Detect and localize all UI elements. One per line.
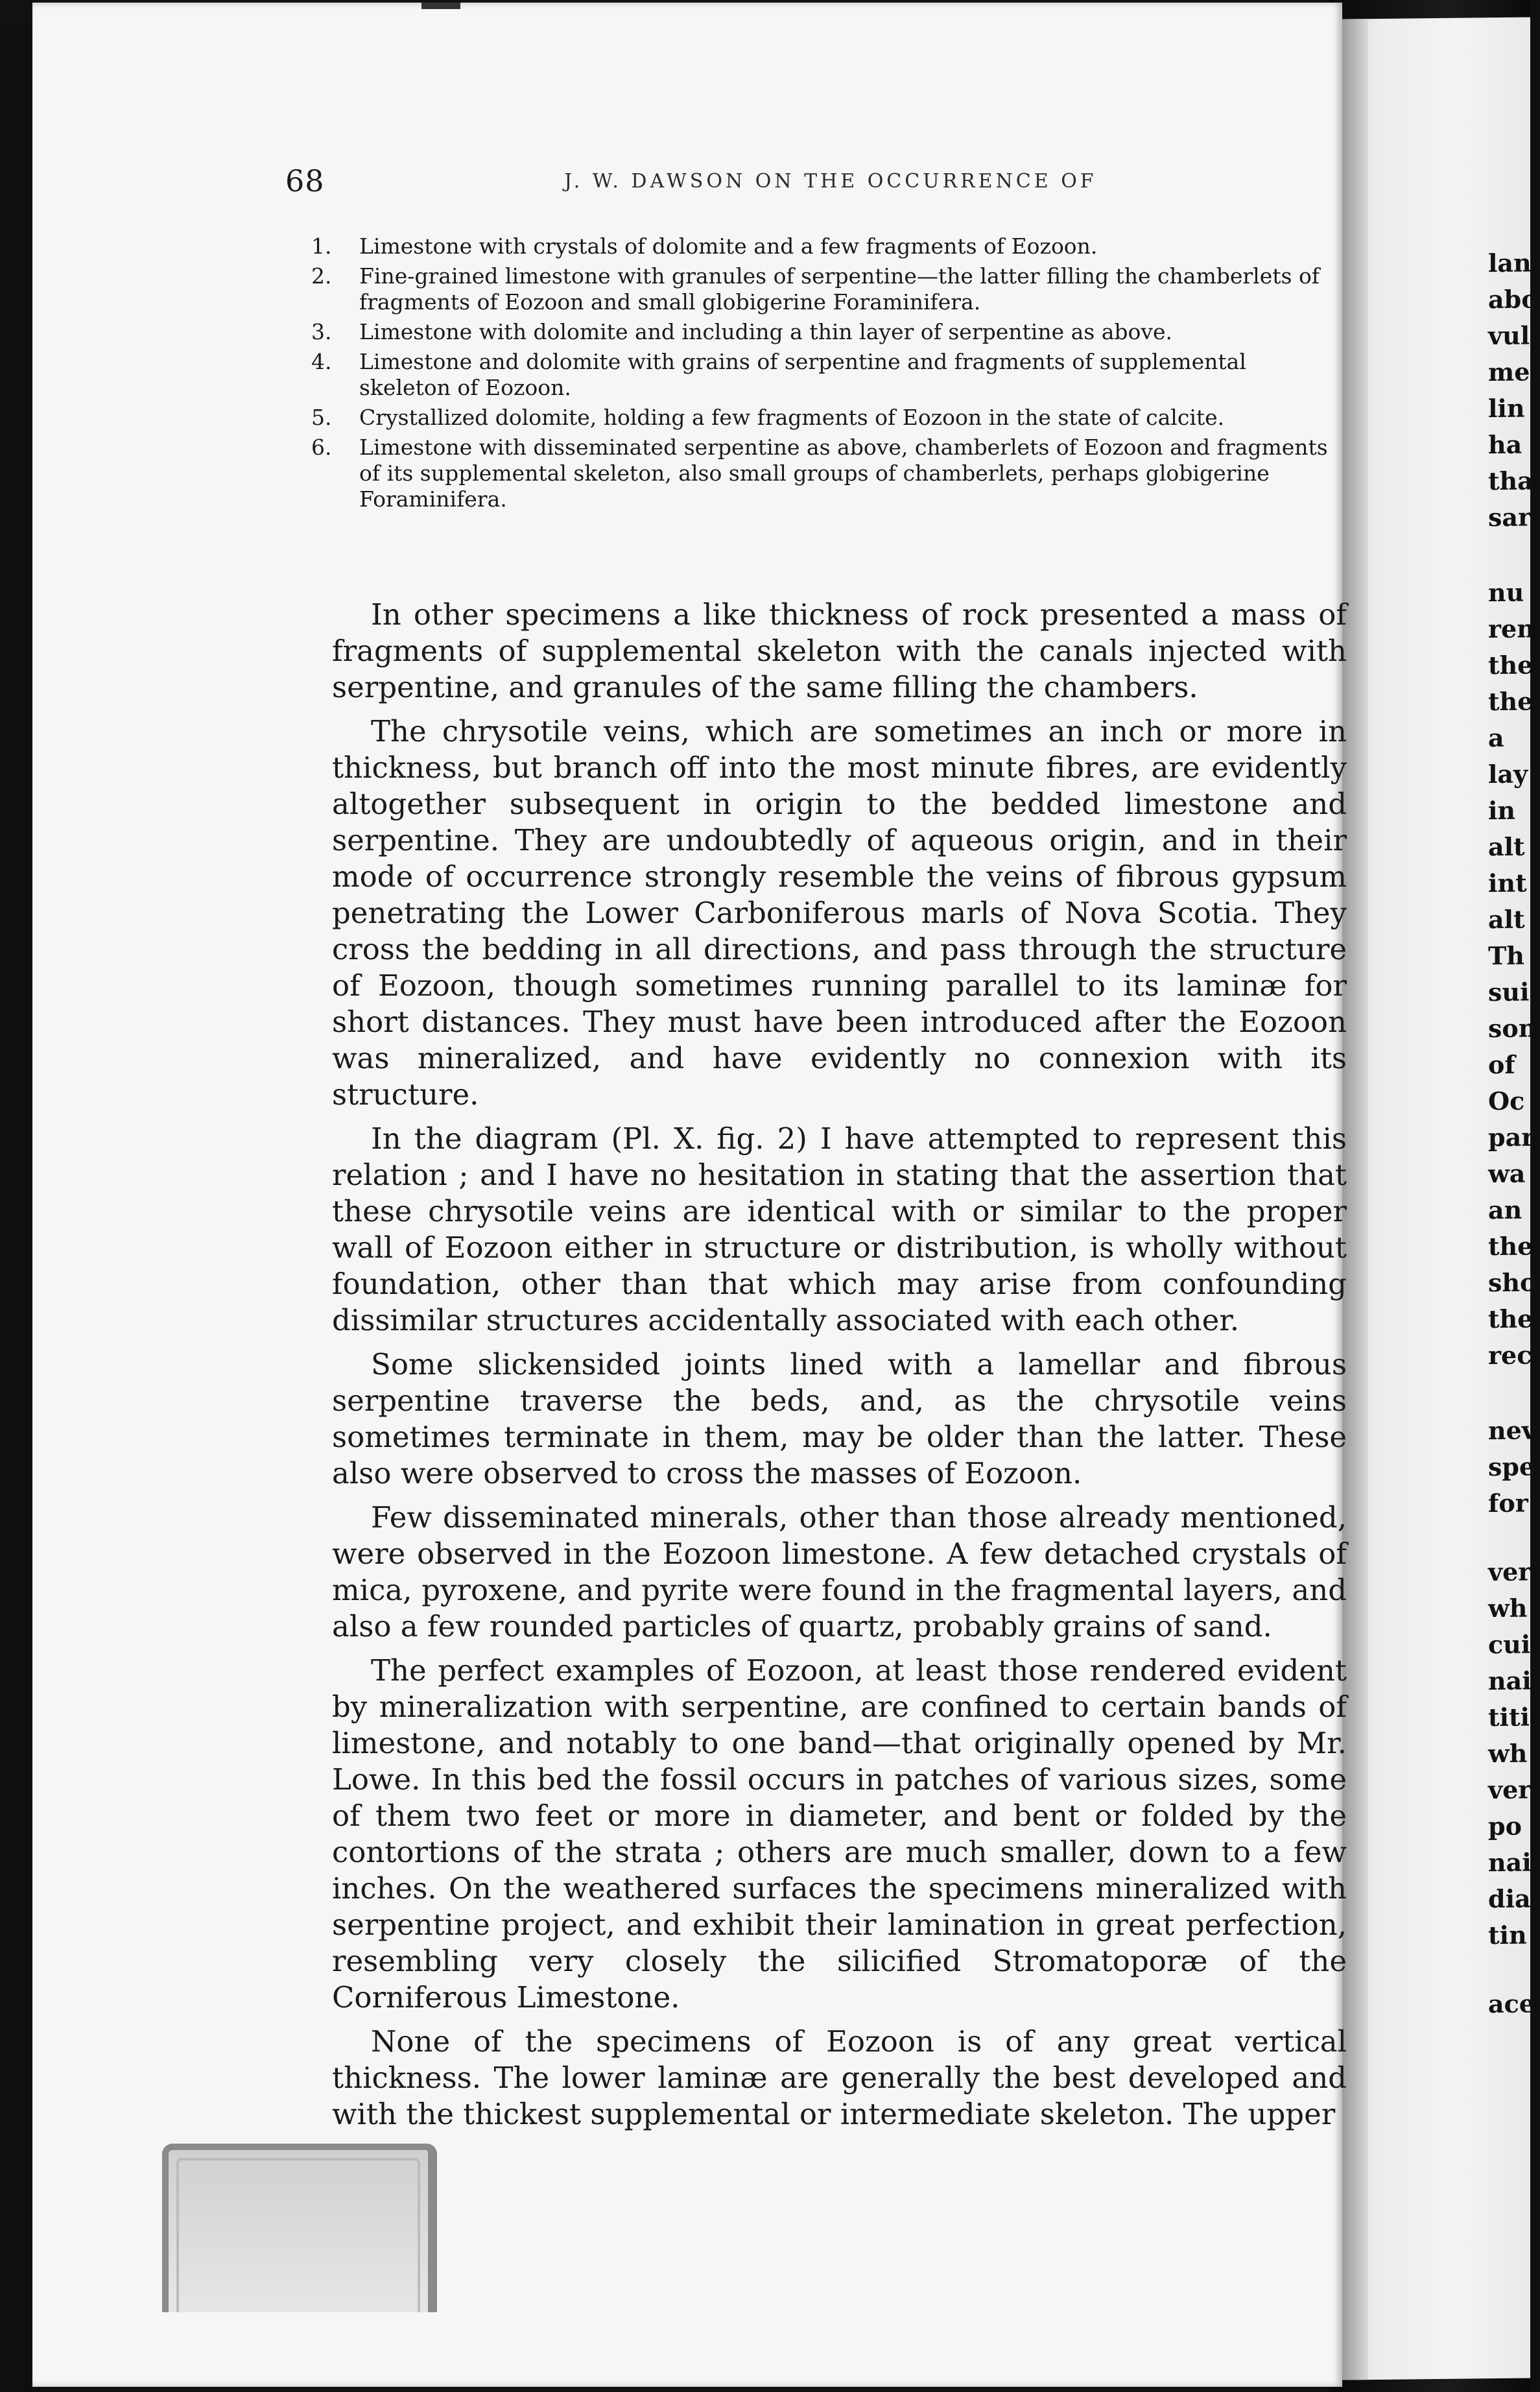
facing-page-word: abo (1488, 284, 1538, 315)
list-item (311, 349, 1336, 401)
facing-page-word: son (1488, 1013, 1537, 1044)
facing-page-word: ver (1488, 1775, 1532, 1805)
list-number: 3. (311, 319, 332, 344)
facing-page-word: sho (1488, 1267, 1537, 1298)
facing-page-word: sui (1488, 977, 1530, 1007)
facing-page-word: nev (1488, 1415, 1536, 1446)
facing-page-word: alt (1488, 831, 1525, 862)
paragraph: None of the specimens of Eozoon is of any great vertical thickness. The lower laminæ are generally the best developed and with the thickest supplemental or intermediate skeleton. The upper (332, 2024, 1347, 2131)
paragraph: The chrysotile veins, which are sometimes an inch or more in thickness, but branch off into the most minute fibres, are evidently altogether subsequent in origin to the bedded limestone and serpentine. They are undoubtedly of aqueous origin, and in their mode of occurrence strongly resemble the veins of fibrous gypsum penetrating the Lower Carboniferous marls of Nova Scotia. They cross the bedding in all directions, and pass through the structure of Eozoon, though sometimes running parallel to its laminæ for short distances. They must have been introduced after the Eozoon was mineralized, and have evidently no connexion with its structure. (332, 714, 1347, 1112)
page-number: 68 (285, 163, 325, 198)
specimen-list (311, 233, 1336, 516)
list-number: 4. (311, 349, 332, 374)
list-number: 5. (311, 405, 332, 430)
facing-page-word: for (1488, 1488, 1528, 1518)
paragraph: Some slickensided joints lined with a lamellar and fibrous serpentine traverse the beds, and, as the chrysotile veins sometimes terminate in them, may be older than the latter. These also were observed to cross the masses of Eozoon. (332, 1347, 1347, 1490)
facing-page-edge (1342, 17, 1538, 2380)
facing-page-word: ha (1488, 429, 1522, 460)
facing-page-word: spe (1488, 1452, 1535, 1482)
list-number: 1. (311, 233, 332, 259)
facing-page-word: wh (1488, 1593, 1528, 1623)
list-item (311, 319, 1336, 345)
facing-page-word: dia (1488, 1884, 1531, 1914)
facing-page-text (1488, 248, 1540, 2019)
scan-smudge (421, 3, 460, 9)
facing-page-word: of (1488, 1049, 1515, 1080)
facing-page-word: lay (1488, 759, 1528, 789)
facing-page-word: nai (1488, 1666, 1532, 1696)
list-item (311, 405, 1336, 431)
facing-page-word: lan (1488, 248, 1532, 278)
facing-page-word: the (1488, 1304, 1534, 1334)
facing-page-word: the (1488, 686, 1534, 717)
list-number: 2. (311, 263, 332, 289)
facing-page-word: the (1488, 1231, 1534, 1262)
list-text: Limestone with crystals of dolomite and a few fragments of Eozoon. (359, 233, 1098, 259)
list-item (311, 233, 1336, 259)
facing-page-word: cui (1488, 1629, 1531, 1660)
facing-page-word: nai (1488, 1847, 1532, 1878)
list-text: Fine-grained limestone with granules of serpentine—the latter filling the chamberlets of fragments of Eozoon and small globigerine Foraminifera. (359, 263, 1320, 315)
facing-page-word: wa (1488, 1158, 1526, 1189)
list-text: Limestone with disseminated serpentine as above, chamberlets of Eozoon and fragments of its supplemental skeleton, also small groups of chamberlets, perhaps globigerine Foraminifera. (359, 435, 1328, 512)
facing-page-word: vul (1488, 320, 1530, 351)
facing-page-word: me (1488, 357, 1530, 387)
facing-page-word: par (1488, 1122, 1535, 1153)
facing-page-word: po (1488, 1811, 1522, 1841)
paragraph: The perfect examples of Eozoon, at least those rendered evident by mineralization with serpentine, are confined to certain bands of limestone, and notably to one band—that originally opened by Mr. Lowe. In this bed the fossil occurs in patches of various sizes, some of them two feet or more in diameter, and bent or folded by the contortions of the strata ; others are much smaller, down to a few inches. On the weathered surfaces the specimens mineralized with serpentine project, and exhibit their lamination in great perfection, resembling very closely the silicified Stromatoporæ of the Corniferous Limestone. (332, 1653, 1347, 2015)
facing-page-word: titi (1488, 1702, 1530, 1732)
facing-page-word: an (1488, 1195, 1522, 1225)
facing-page-word: in (1488, 795, 1516, 826)
paragraph: In other specimens a like thickness of rock presented a mass of fragments of supplemental skeleton with the canals injected with serpentine, and granules of the same filling the chambers. (332, 597, 1347, 704)
paragraph: In the diagram (Pl. X. fig. 2) I have attempted to represent this relation ; and I have no hesitation in stating that the assertion that these chrysotile veins are identical with or similar to the proper wall of Eozoon either in structure or distribution, is wholly without foundation, other than that which may arise from confounding dissimilar structures accidentally associated with each other. (332, 1121, 1347, 1337)
body-text (332, 597, 1347, 2140)
list-text: Limestone with dolomite and including a thin layer of serpentine as above. (359, 319, 1173, 344)
facing-page-word: ver (1488, 1557, 1532, 1587)
facing-page-word: ace (1488, 1989, 1535, 2019)
facing-page-word: Th (1488, 940, 1524, 971)
list-number: 6. (311, 435, 332, 460)
facing-page-word: sar (1488, 502, 1532, 532)
list-text: Limestone and dolomite with grains of serpentine and fragments of supplemental skeleton of Eozoon. (359, 349, 1246, 400)
paragraph: Few disseminated minerals, other than those already mentioned, were observed in the Eozoon limestone. A few detached crystals of mica, pyroxene, and pyrite were found in the fragmental layers, and also a few rounded particles of quartz, probably grains of sand. (332, 1500, 1347, 1644)
facing-page-word: a (1488, 723, 1504, 753)
facing-page-word: rec (1488, 1340, 1532, 1370)
facing-page-word: Oc (1488, 1086, 1525, 1116)
facing-page-word: tha (1488, 466, 1534, 496)
facing-page-word: ren (1488, 614, 1535, 644)
facing-page-word: int (1488, 868, 1527, 898)
facing-page-word: lin (1488, 393, 1525, 424)
facing-page-word: alt (1488, 904, 1525, 935)
facing-page-word: tin (1488, 1920, 1527, 1950)
list-text: Crystallized dolomite, holding a few fragments of Eozoon in the state of calcite. (359, 405, 1225, 430)
facing-page-word: wh (1488, 1738, 1528, 1769)
running-title: J. W. DAWSON ON THE OCCURRENCE OF (564, 170, 1097, 193)
facing-page-word: nu (1488, 577, 1524, 608)
facing-page-word: the (1488, 650, 1534, 680)
list-item (311, 435, 1336, 512)
list-item (311, 263, 1336, 315)
scan-clip-mark (162, 2144, 437, 2312)
